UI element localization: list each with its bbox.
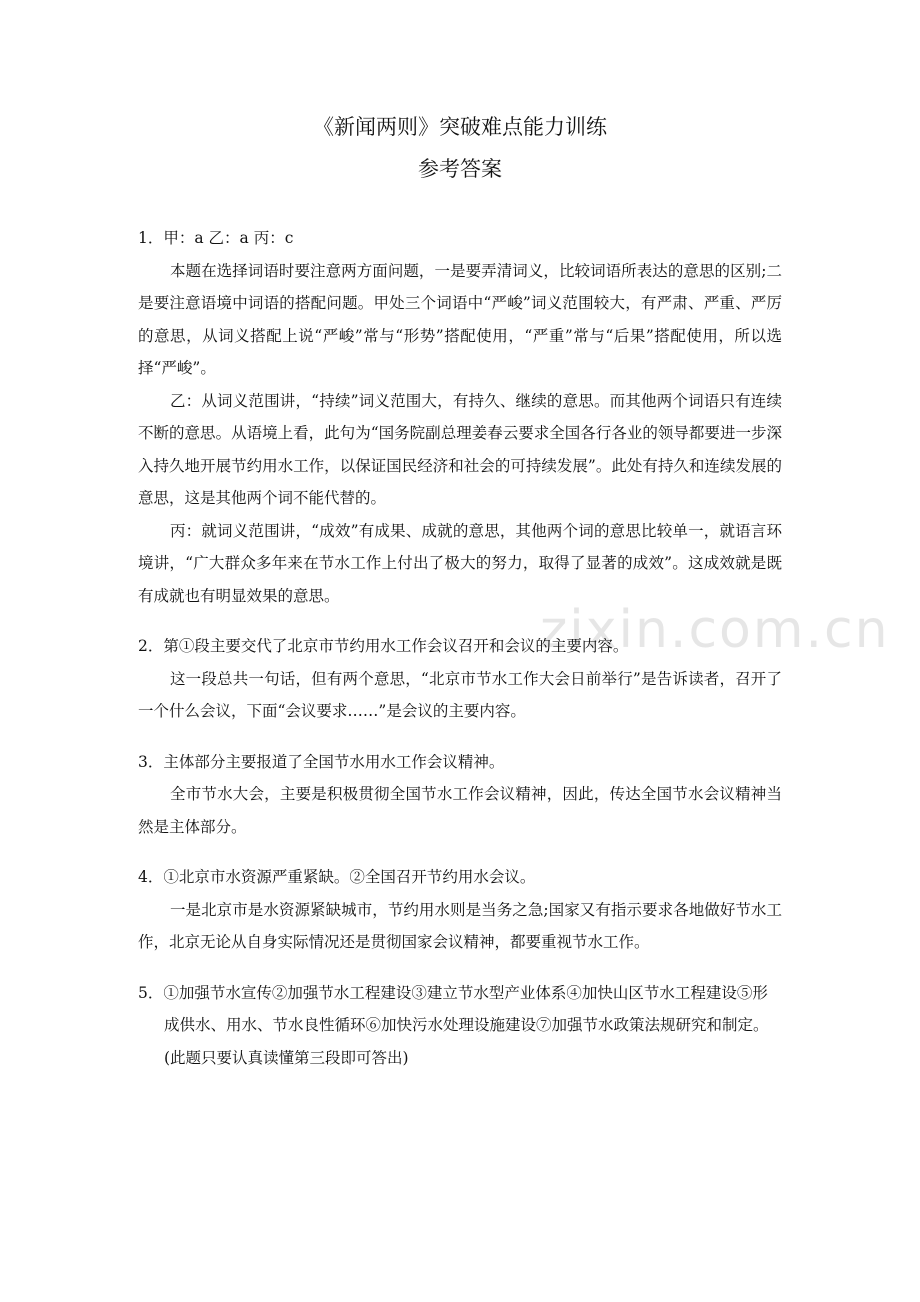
page-subtitle: 参考答案: [418, 157, 502, 181]
answer-line: 3．主体部分主要报道了全国节水用水工作会议精神。: [138, 752, 505, 771]
explanation-paragraph: 这一段总共一句话，但有两个意思，“北京市节水工作大会日前举行”是告诉读者，召开了一个什么会议，下面“会议要求……”是会议的主要内容。: [138, 669, 782, 720]
answer-item-2: [138, 630, 782, 728]
page-title: 《新闻两则》突破难点能力训练: [313, 115, 607, 139]
answer-item-3: [138, 746, 782, 844]
explanation-paragraph: 丙：就词义范围讲，“成效”有成果、成就的意思，其他两个词的意思比较单一，就语言环境讲，“广大群众多年来在节水工作上付出了极大的努力，取得了显著的成效”。这成效就是既有成就也有明显效果的意思。: [138, 521, 782, 605]
answer-line: 4．①北京市水资源严重紧缺。②全国召开节约用水会议。: [138, 868, 536, 886]
answer-line: 5．①加强节水宣传②加强节水工程建设③建立节水型产业体系④加快山区节水工程建设⑤形成供水、用水、节水良性循环⑥加快污水处理设施建设⑦加强节水政策法规研究和制定。(此题只要认真读懂第三段即可答出): [138, 983, 769, 1067]
answer-item-4: [138, 861, 782, 959]
explanation-paragraph: 一是北京市是水资源紧缺城市，节约用水则是当务之急;国家又有指示要求各地做好节水工作，北京无论从自身实际情况还是贯彻国家会议精神，都要重视节水工作。: [138, 900, 782, 951]
answer-line: 2．第①段主要交代了北京市节约用水工作会议召开和会议的主要内容。: [138, 637, 629, 655]
answer-item-5: [138, 977, 782, 1075]
explanation-paragraph: 乙：从词义范围讲，“持续”词义范围大，有持久、继续的意思。而其他两个词语只有连续不断的意思。从语境上看，此句为“国务院副总理姜春云要求全国各行各业的领导都要进一步深入持久地开展节约用水工作，以保证国民经济和社会的可持续发展”。此处有持久和连续发展的意思，这是其他两个词不能代替的。: [138, 391, 782, 507]
explanation-paragraph: 全市节水大会，主要是积极贯彻全国节水工作会议精神，因此，传达全国节水会议精神当然是主体部分。: [138, 785, 782, 836]
watermark: zixin.com.cn: [540, 600, 890, 660]
answer-item-1: [138, 222, 782, 612]
explanation-paragraph: 本题在选择词语时要注意两方面问题，一是要弄清词义，比较词语所表达的意思的区别;二是要注意语境中词语的搭配问题。甲处三个词语中“严峻”词义范围较大，有严肃、严重、严厉的意思，从词义搭配上说“严峻”常与“形势”搭配使用，“严重”常与“后果”搭配使用，所以选择“严峻”。: [138, 261, 782, 377]
answer-list: [138, 222, 782, 1092]
answer-line: 1．甲：a 乙：a 丙：c: [138, 229, 294, 247]
